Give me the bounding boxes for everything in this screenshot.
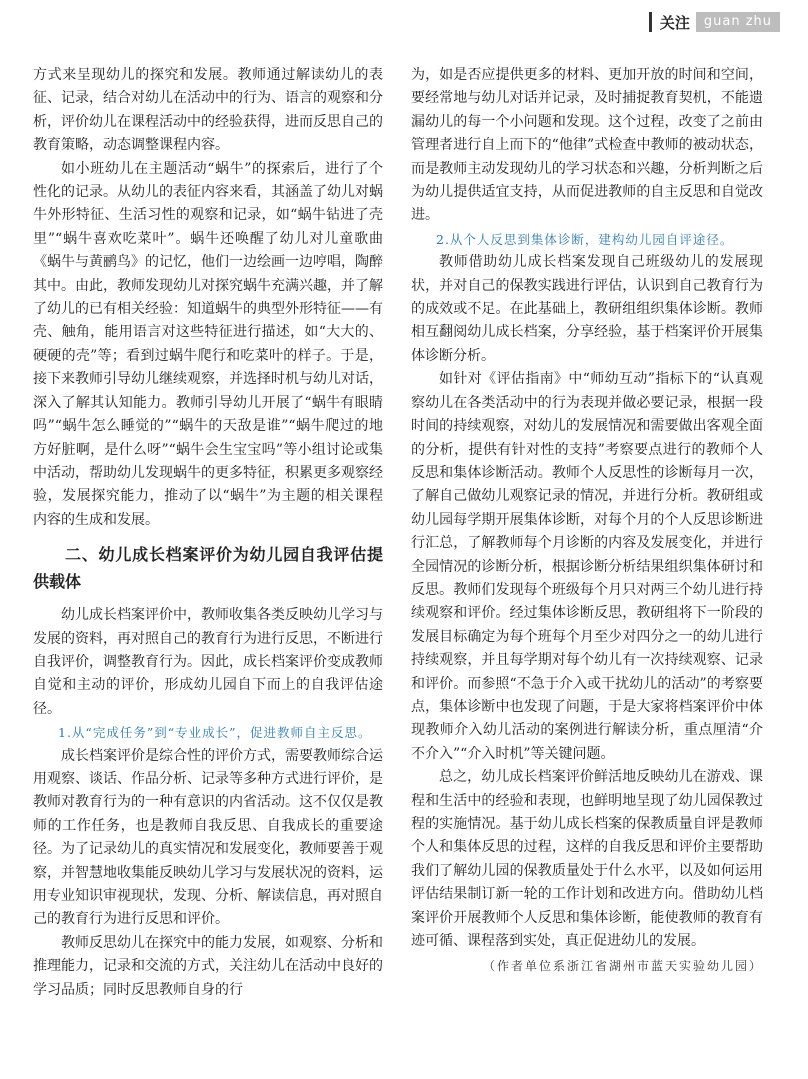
paragraph: 教师反思幼儿在探究中的能力发展，如观察、分析和推理能力，记录和交流的方式，关注幼儿在活动中良好的学习品质；同时反思教师自身的行 [33,934,383,998]
left-column [33,64,383,1002]
paragraph: 如针对《评估指南》中“师幼互动”指标下的“认真观察幼儿在各类活动中的行为表现并做必要记录，根据一段时间的持续观察，对幼儿的发展情况和需要做出客观全面的分析，提供有针对性的支持”考察要点进行的教师个人反思和集体诊断活动。教师个人反思性的诊断每月一次，了解自己做幼儿观察记录的情况，并进行分析。教研组或幼儿园每学期开展集体诊断，对每个月的个人反思诊断进行汇总，了解教师每个月诊断的内容及发展变化，并进行全园情况的诊断分析，根据诊断分析结果组织集体研讨和反思。教师们发现每个班级每个月只对两三个幼儿进行持续观察和评价。经过集体诊断反思，教研组将下一阶段的发展目标确定为每个班每个月至少对四分之一的幼儿进行持续观察，并且每学期对每个幼儿有一次持续观察、记录和评价。而参照“不急于介入或干扰幼儿的活动”的考察要点，集体诊断中也发现了问题，于是大家将档案评价中体现教师介入幼儿活动的案例进行解读分析，重点厘清“介不介入”“介入时机”等关键问题。 [411,371,763,762]
subsection-heading: 2.从个人反思到集体诊断，建构幼儿园自评途径。 [436,231,734,247]
section-heading: 二、幼儿成长档案评价为幼儿园自我评估提供载体 [33,545,383,592]
subsection-heading: 1.从“完成任务”到“专业成长”，促进教师自主反思。 [58,725,372,741]
header-title: 关注 [659,13,690,32]
right-column [411,64,763,979]
header-pinyin: guan zhu [696,12,780,32]
paragraph: 如小班幼儿在主题活动“蜗牛”的探索后，进行了个性化的记录。从幼儿的表征内容来看，其涵盖了幼儿对蜗牛外形特征、生活习性的观察和记录，如“蜗牛钻进了壳里”“蜗牛喜欢吃菜叶”。蜗牛还唤醒了幼儿对儿童歌曲《蜗牛与黄鹂鸟》的记忆，他们一边绘画一边哼唱，陶醉其中。由此，教师发现幼儿对探究蜗牛充满兴趣，并了解了幼儿的已有相关经验：知道蜗牛的典型外形特征——有壳、触角，能用语言对这些特征进行描述，如“大大的、硬硬的壳”等；看到过蜗牛爬行和吃菜叶的样子。于是，接下来教师引导幼儿继续观察，并选择时机与幼儿对话，深入了解其认知能力。教师引导幼儿开展了“蜗牛有眼睛吗”“蜗牛怎么睡觉的”“蜗牛的天敌是谁”“蜗牛爬过的地方好脏啊，是什么呀”“蜗牛会生宝宝吗”等小组讨论或集中活动，帮助幼儿发现蜗牛的更多特征，积累更多观察经验，发展探究能力，推动了以“蜗牛”为主题的相关课程内容的生成和发展。 [33,160,383,528]
author-affiliation: （作者单位系浙江省湖州市蓝天实验幼儿园） [482,959,763,974]
paragraph: 教师借助幼儿成长档案发现自己班级幼儿的发展现状，并对自己的保教实践进行评估，认识到自己教育行为的成效或不足。在此基础上，教研组组织集体诊断。教师相互翻阅幼儿成长档案，分享经验，基于档案评价开展集体诊断分析。 [411,254,763,364]
paragraph: 方式来呈现幼儿的探究和发展。教师通过解读幼儿的表征、记录，结合对幼儿在活动中的行为、语言的观察和分析，评价幼儿在课程活动中的经验获得，进而反思自己的教育策略，动态调整课程内容。 [33,67,383,154]
column-header [649,10,780,34]
paragraph: 为，如是否应提供更多的材料、更加开放的时间和空间，要经常地与幼儿对话并记录，及时捕捉教育契机，不能遗漏幼儿的每一个小问题和发现。这个过程，改变了之前由管理者进行自上而下的“他律”式检查中教师的被动状态，而是教师主动发现幼儿的学习状态和兴趣，分析判断之后为幼儿提供适宜支持，从而促进教师的自主反思和自觉改进。 [411,67,763,224]
paragraph: 成长档案评价是综合性的评价方式，需要教师综合运用观察、谈话、作品分析、记录等多种方式进行评价，是教师对教育行为的一种有意识的内省活动。这不仅仅是教师的工作任务，也是教师自我反思、自我成长的重要途径。为了记录幼儿的真实情况和发展变化，教师要善于观察，并智慧地收集能反映幼儿学习与发展状况的资料，运用专业知识审视现状，发现、分析、解读信息，再对照自己的教育行为进行反思和评价。 [33,747,383,928]
paragraph: 幼儿成长档案评价中，教师收集各类反映幼儿学习与发展的资料，再对照自己的教育行为进行反思，不断进行自我评价，调整教育行为。因此，成长档案评价变成教师自觉和主动的评价，形成幼儿园自下而上的自我评估途径。 [33,607,383,717]
header-bar [649,12,652,32]
paragraph: 总之，幼儿成长档案评价鲜活地反映幼儿在游戏、课程和生活中的经验和表现，也鲜明地呈现了幼儿园保教过程的实施情况。基于幼儿成长档案的保教质量自评是教师个人和集体反思的过程，这样的自我反思和评价主要帮助我们了解幼儿园的保教质量处于什么水平，以及如何运用评估结果制订新一轮的工作计划和改进方向。借助幼儿档案评价开展教师个人反思和集体诊断，能使教师的教育有迹可循、课程落到实处，真正促进幼儿的发展。 [411,769,763,950]
